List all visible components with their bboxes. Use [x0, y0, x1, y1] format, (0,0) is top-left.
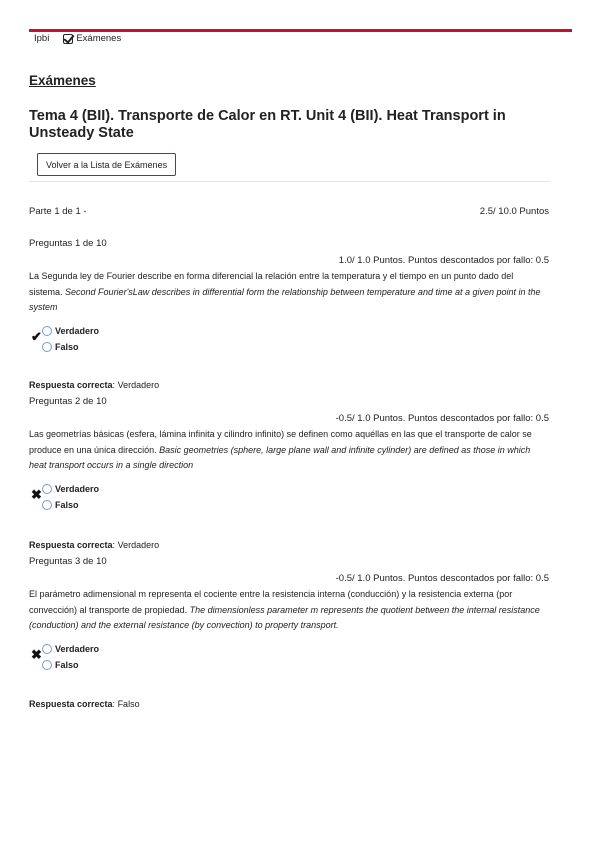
option-label: Falso [55, 341, 79, 352]
top-accent-bar [29, 29, 572, 32]
radio-icon[interactable] [42, 644, 52, 654]
question-text-en: Basic geometries (sphere, large plane wall and infinite cylinder) are defined as those in which heat transport occurs in a single direction [29, 444, 531, 470]
answer-options [29, 324, 549, 358]
correct-answer-value: Falso [117, 699, 140, 709]
option-verdadero[interactable] [42, 482, 99, 497]
question-header: Preguntas 2 de 10 [29, 396, 107, 407]
correct-answer-label: Respuesta correcta [29, 540, 113, 550]
question-text [29, 427, 549, 474]
option-verdadero[interactable] [42, 642, 99, 657]
back-to-exams-button[interactable]: Volver a la Lista de Exámenes [37, 153, 176, 176]
correct-answer-label: Respuesta correcta [29, 380, 113, 390]
page-title: Tema 4 (BII). Transporte de Calor en RT. Unit 4 (BII). Heat Transport in Unsteady State [29, 108, 506, 141]
option-falso[interactable] [42, 498, 79, 513]
part-label: Parte 1 de 1 - [29, 206, 87, 217]
wrong-x-icon: ✖ [31, 646, 42, 662]
breadcrumb-course[interactable]: Ipbi [34, 33, 50, 44]
radio-icon[interactable] [42, 500, 52, 510]
question-3 [29, 554, 549, 676]
wrong-x-icon: ✖ [31, 486, 42, 502]
breadcrumb [34, 33, 121, 44]
option-label: Falso [55, 659, 79, 670]
option-label: Falso [55, 499, 79, 510]
question-points: -0.5/ 1.0 Puntos. Puntos descontados por fallo: 0.5 [335, 413, 549, 424]
checkbox-checked-icon [63, 34, 73, 44]
question-points: -0.5/ 1.0 Puntos. Puntos descontados por fallo: 0.5 [335, 573, 549, 584]
radio-icon[interactable] [42, 326, 52, 336]
answer-options [29, 642, 549, 676]
correct-answer-value: Verdadero [117, 540, 160, 550]
breadcrumb-section[interactable]: Exámenes [76, 33, 122, 44]
part-score: 2.5/ 10.0 Puntos [479, 206, 549, 217]
question-text-en: The dimensionless parameter m represents the quotient between the internal resistance (conduction) and the external resistance (by convection) to property transport. [29, 604, 540, 630]
radio-icon[interactable] [42, 342, 52, 352]
option-falso[interactable] [42, 340, 79, 355]
question-text-en: Second Fourier'sLaw describes in differential form the relationship between temperature and time at a given point in the system [29, 286, 541, 312]
correct-answer-3: Respuesta correcta: Falso [29, 699, 140, 709]
question-text-es: La Segunda ley de Fourier describe en forma diferencial la relación entre la temperatura y el tiempo en un punto dado del sistema. [29, 271, 514, 297]
question-header: Preguntas 1 de 10 [29, 238, 107, 249]
option-label: Verdadero [55, 325, 100, 336]
question-2 [29, 394, 549, 516]
option-label: Verdadero [55, 483, 100, 494]
question-text-es: El parámetro adimensional m representa el cociente entre la resistencia interna (conducción) y la resistencia externa (por convección) al transporte de propiedad. [29, 589, 513, 615]
option-label: Verdadero [55, 643, 100, 654]
divider [29, 181, 550, 182]
answer-options [29, 482, 549, 516]
radio-icon[interactable] [42, 484, 52, 494]
option-verdadero[interactable] [42, 324, 99, 339]
correct-answer-label: Respuesta correcta [29, 699, 113, 709]
part-summary [29, 206, 549, 217]
question-1 [29, 236, 549, 358]
option-falso[interactable] [42, 658, 79, 673]
correct-answer-value: Verdadero [117, 380, 160, 390]
question-text [29, 587, 549, 634]
correct-answer-2: Respuesta correcta: Verdadero [29, 540, 160, 550]
question-points: 1.0/ 1.0 Puntos. Puntos descontados por fallo: 0.5 [338, 255, 549, 266]
radio-icon[interactable] [42, 660, 52, 670]
correct-answer-1: Respuesta correcta: Verdadero [29, 380, 160, 390]
correct-check-icon: ✔ [31, 328, 42, 344]
question-text [29, 269, 549, 316]
question-text-es: Las geometrías básicas (esfera, lámina infinita y cilindro infinito) se definen como aquéllas en las que el transporte de calor se produce en una única dirección. [29, 429, 532, 455]
section-title: Exámenes [29, 73, 96, 88]
question-header: Preguntas 3 de 10 [29, 556, 107, 567]
